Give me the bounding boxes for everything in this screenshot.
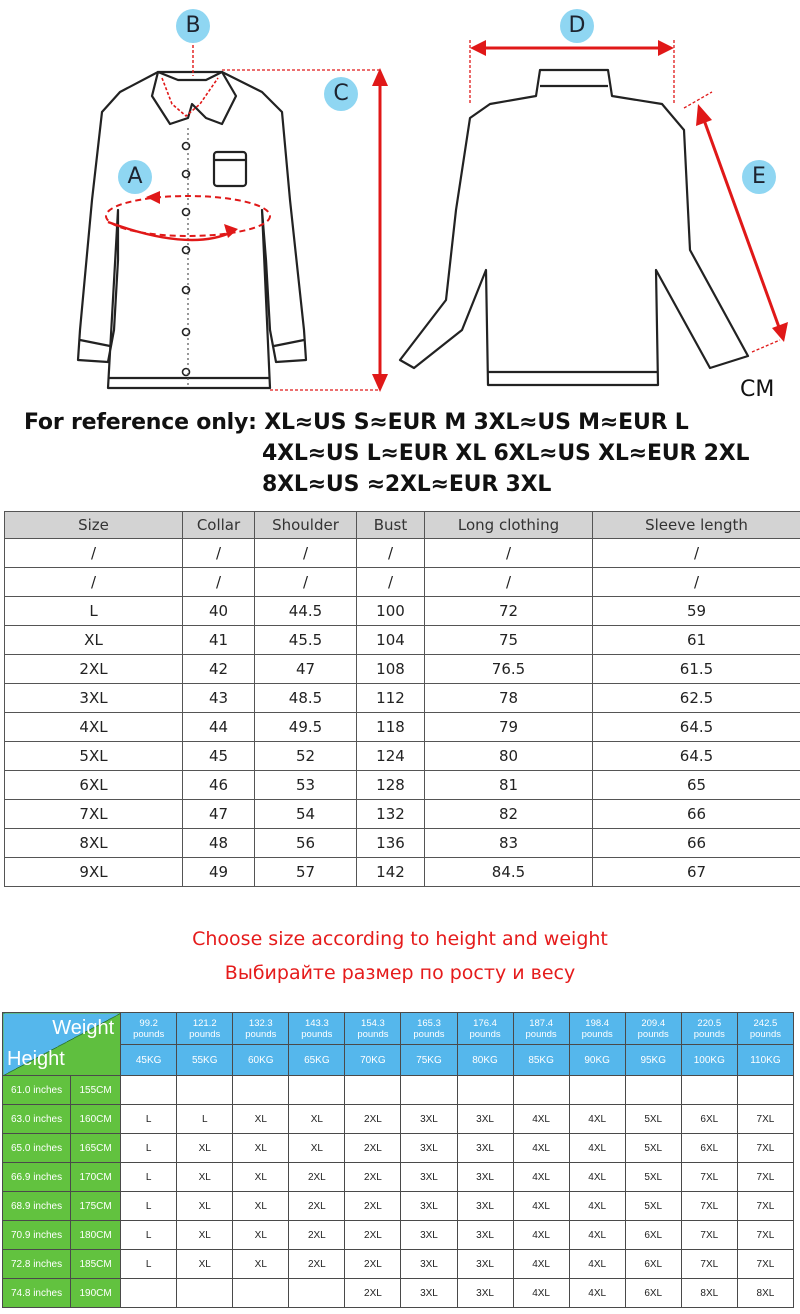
recommended-size-cell: 6XL	[625, 1250, 681, 1279]
cell-shoulder: 44.5	[255, 597, 357, 626]
cell-size: 5XL	[5, 742, 183, 771]
weight-pounds-unit: pounds	[581, 1028, 613, 1040]
recommended-size-cell	[233, 1279, 289, 1308]
recommended-size-cell	[289, 1076, 345, 1105]
weight-pounds-header	[737, 1013, 793, 1045]
weight-pounds-value: 165.3	[417, 1017, 441, 1029]
size-table-row	[5, 771, 800, 800]
recommended-size-cell: 4XL	[513, 1279, 569, 1308]
cell-sleeve-length: 64.5	[593, 713, 800, 742]
recommended-size-cell: 8XL	[737, 1279, 793, 1308]
recommended-size-cell: 6XL	[625, 1221, 681, 1250]
cell-bust: 132	[357, 800, 425, 829]
recommended-size-cell: XL	[233, 1105, 289, 1134]
recommended-size-cell: 2XL	[345, 1163, 401, 1192]
shirt-measurement-diagram	[0, 0, 800, 400]
cell-long-clothing: 82	[425, 800, 593, 829]
height-row	[3, 1250, 794, 1279]
weight-kg-header: 55KG	[177, 1045, 233, 1076]
cell-shoulder: /	[255, 539, 357, 568]
cell-bust: 124	[357, 742, 425, 771]
height-inches: 63.0 inches	[3, 1105, 71, 1134]
cell-long-clothing: 72	[425, 597, 593, 626]
recommended-size-cell: 7XL	[737, 1163, 793, 1192]
recommended-size-cell: 7XL	[681, 1221, 737, 1250]
cell-sleeve-length: 59	[593, 597, 800, 626]
weight-pounds-unit: pounds	[749, 1028, 781, 1040]
height-label: Height	[7, 1048, 65, 1070]
recommended-size-cell	[569, 1076, 625, 1105]
cell-bust: 142	[357, 858, 425, 887]
shirt-outline-illustration	[0, 0, 800, 400]
recommended-size-cell: 3XL	[457, 1163, 513, 1192]
cell-sleeve-length: 61.5	[593, 655, 800, 684]
cell-bust: 136	[357, 829, 425, 858]
cell-size: 4XL	[5, 713, 183, 742]
cell-collar: /	[183, 568, 255, 597]
cell-long-clothing: 84.5	[425, 858, 593, 887]
recommended-size-cell	[121, 1279, 177, 1308]
cell-sleeve-length: 66	[593, 829, 800, 858]
recommended-size-cell: XL	[289, 1134, 345, 1163]
recommended-size-cell: XL	[233, 1134, 289, 1163]
recommended-size-cell	[513, 1076, 569, 1105]
cell-sleeve-length: 66	[593, 800, 800, 829]
recommended-size-cell: L	[121, 1134, 177, 1163]
recommended-size-cell: 3XL	[457, 1250, 513, 1279]
recommended-size-cell: 4XL	[513, 1163, 569, 1192]
weight-pounds-header	[569, 1013, 625, 1045]
recommended-size-cell: L	[121, 1105, 177, 1134]
recommended-size-cell: XL	[233, 1221, 289, 1250]
cell-size: 3XL	[5, 684, 183, 713]
cell-sleeve-length: /	[593, 539, 800, 568]
cell-shoulder: 49.5	[255, 713, 357, 742]
cell-bust: 128	[357, 771, 425, 800]
height-inches: 72.8 inches	[3, 1250, 71, 1279]
cell-collar: 46	[183, 771, 255, 800]
weight-pounds-header	[233, 1013, 289, 1045]
size-table-row	[5, 858, 800, 887]
header-collar: Collar	[183, 512, 255, 539]
header-size: Size	[5, 512, 183, 539]
recommended-size-cell: 3XL	[457, 1134, 513, 1163]
height-inches: 61.0 inches	[3, 1076, 71, 1105]
recommended-size-cell: XL	[177, 1134, 233, 1163]
weight-pounds-header	[457, 1013, 513, 1045]
size-table-row	[5, 539, 800, 568]
cell-bust: /	[357, 539, 425, 568]
recommended-size-cell: XL	[233, 1163, 289, 1192]
cell-shoulder: /	[255, 568, 357, 597]
recommended-size-cell: 8XL	[681, 1279, 737, 1308]
height-cm: 155CM	[71, 1076, 121, 1105]
recommended-size-cell: 3XL	[457, 1192, 513, 1221]
cell-long-clothing: 81	[425, 771, 593, 800]
recommended-size-cell: 2XL	[289, 1163, 345, 1192]
recommended-size-cell: 2XL	[345, 1192, 401, 1221]
recommended-size-cell: XL	[233, 1250, 289, 1279]
height-cm: 160CM	[71, 1105, 121, 1134]
cell-bust: /	[357, 568, 425, 597]
weight-pounds-value: 154.3	[361, 1017, 385, 1029]
weight-pounds-value: 143.3	[304, 1017, 329, 1029]
recommended-size-cell	[289, 1279, 345, 1308]
recommended-size-cell	[121, 1076, 177, 1105]
recommended-size-cell: 2XL	[345, 1134, 401, 1163]
height-row	[3, 1279, 794, 1308]
recommended-size-cell: 4XL	[569, 1192, 625, 1221]
weight-pounds-unit: pounds	[301, 1028, 333, 1040]
recommended-size-cell: 7XL	[737, 1134, 793, 1163]
recommended-size-cell	[457, 1076, 513, 1105]
recommended-size-cell: 4XL	[569, 1134, 625, 1163]
weight-pounds-unit: pounds	[469, 1028, 501, 1040]
cell-collar: 48	[183, 829, 255, 858]
size-table-row	[5, 597, 800, 626]
height-inches: 65.0 inches	[3, 1134, 71, 1163]
weight-pounds-value: 99.2	[139, 1017, 158, 1029]
recommended-size-cell: 7XL	[681, 1163, 737, 1192]
reference-line-1: For reference only: XL≈US S≈EUR M 3XL≈US M≈EUR L	[24, 410, 689, 435]
cell-long-clothing: 76.5	[425, 655, 593, 684]
weight-kg-header: 65KG	[289, 1045, 345, 1076]
cell-bust: 108	[357, 655, 425, 684]
headline-english: Choose size according to height and weight	[192, 928, 608, 950]
weight-pounds-header	[345, 1013, 401, 1045]
recommended-size-cell: L	[121, 1221, 177, 1250]
cell-long-clothing: 80	[425, 742, 593, 771]
recommended-size-cell	[737, 1076, 793, 1105]
cell-size: 9XL	[5, 858, 183, 887]
weight-pounds-header	[401, 1013, 457, 1045]
cell-size: /	[5, 568, 183, 597]
height-cm: 165CM	[71, 1134, 121, 1163]
label-b-bubble: B	[176, 9, 210, 43]
cell-collar: 40	[183, 597, 255, 626]
recommended-size-cell	[177, 1076, 233, 1105]
height-row	[3, 1105, 794, 1134]
recommended-size-cell: 3XL	[401, 1279, 457, 1308]
cell-shoulder: 53	[255, 771, 357, 800]
cell-shoulder: 48.5	[255, 684, 357, 713]
recommended-size-cell: 7XL	[681, 1250, 737, 1279]
height-inches: 68.9 inches	[3, 1192, 71, 1221]
recommended-size-cell: L	[121, 1192, 177, 1221]
height-cm: 180CM	[71, 1221, 121, 1250]
weight-kg-header: 100KG	[681, 1045, 737, 1076]
cell-size: 8XL	[5, 829, 183, 858]
recommended-size-cell: 4XL	[513, 1192, 569, 1221]
cell-bust: 112	[357, 684, 425, 713]
cell-long-clothing: 79	[425, 713, 593, 742]
unit-label: CM	[740, 377, 775, 402]
cell-shoulder: 57	[255, 858, 357, 887]
cell-size: XL	[5, 626, 183, 655]
weight-pounds-value: 220.5	[697, 1017, 722, 1029]
recommended-size-cell: 5XL	[625, 1192, 681, 1221]
weight-pounds-header	[121, 1013, 177, 1045]
recommended-size-cell: 3XL	[457, 1221, 513, 1250]
height-weight-grid	[2, 1012, 794, 1308]
cell-sleeve-length: 67	[593, 858, 800, 887]
reference-line-2: 4XL≈US L≈EUR XL 6XL≈US XL≈EUR 2XL	[262, 441, 750, 466]
recommended-size-cell: 5XL	[625, 1134, 681, 1163]
size-table-row	[5, 800, 800, 829]
recommended-size-cell: L	[121, 1163, 177, 1192]
size-table-row	[5, 742, 800, 771]
recommended-size-cell: 6XL	[681, 1105, 737, 1134]
height-cm: 190CM	[71, 1279, 121, 1308]
recommended-size-cell: 2XL	[345, 1221, 401, 1250]
header-bust: Bust	[357, 512, 425, 539]
weight-kg-header: 60KG	[233, 1045, 289, 1076]
recommended-size-cell: 4XL	[513, 1105, 569, 1134]
recommended-size-cell: XL	[177, 1163, 233, 1192]
weight-pounds-unit: pounds	[357, 1028, 389, 1040]
weight-kg-header: 70KG	[345, 1045, 401, 1076]
weight-pounds-unit: pounds	[189, 1028, 221, 1040]
weight-kg-header: 85KG	[513, 1045, 569, 1076]
height-row	[3, 1163, 794, 1192]
header-long-clothing: Long clothing	[425, 512, 593, 539]
recommended-size-cell: 2XL	[289, 1221, 345, 1250]
weight-pounds-unit: pounds	[413, 1028, 445, 1040]
weight-pounds-header	[177, 1013, 233, 1045]
size-table-header	[5, 512, 800, 539]
recommended-size-cell: 4XL	[513, 1221, 569, 1250]
label-e-bubble: E	[742, 160, 776, 194]
height-inches: 74.8 inches	[3, 1279, 71, 1308]
height-row	[3, 1192, 794, 1221]
height-cm: 185CM	[71, 1250, 121, 1279]
cell-shoulder: 45.5	[255, 626, 357, 655]
cell-sleeve-length: /	[593, 568, 800, 597]
recommended-size-cell: 2XL	[345, 1105, 401, 1134]
cell-collar: /	[183, 539, 255, 568]
weight-kg-header: 75KG	[401, 1045, 457, 1076]
size-table-row	[5, 568, 800, 597]
weight-pounds-header	[289, 1013, 345, 1045]
cell-sleeve-length: 64.5	[593, 742, 800, 771]
weight-pounds-value: 132.3	[248, 1017, 273, 1029]
recommended-size-cell	[233, 1076, 289, 1105]
recommended-size-cell: 6XL	[625, 1279, 681, 1308]
weight-kg-header: 45KG	[121, 1045, 177, 1076]
recommended-size-cell: 7XL	[737, 1221, 793, 1250]
weight-kg-header: 90KG	[569, 1045, 625, 1076]
recommended-size-cell: XL	[289, 1105, 345, 1134]
recommended-size-cell: 4XL	[513, 1134, 569, 1163]
cell-size: 6XL	[5, 771, 183, 800]
weight-pounds-value: 176.4	[473, 1017, 497, 1029]
recommended-size-cell: 7XL	[737, 1105, 793, 1134]
recommended-size-cell: 6XL	[681, 1134, 737, 1163]
header-sleeve-length: Sleeve length	[593, 512, 800, 539]
recommended-size-cell: XL	[177, 1192, 233, 1221]
weight-label: Weight	[52, 1017, 115, 1039]
cell-size: 2XL	[5, 655, 183, 684]
cell-bust: 104	[357, 626, 425, 655]
cell-long-clothing: /	[425, 539, 593, 568]
label-a-bubble: A	[118, 160, 152, 194]
cell-sleeve-length: 62.5	[593, 684, 800, 713]
grid-corner	[3, 1013, 121, 1076]
cell-collar: 44	[183, 713, 255, 742]
recommended-size-cell: 5XL	[625, 1105, 681, 1134]
label-d-bubble: D	[560, 9, 594, 43]
cell-bust: 118	[357, 713, 425, 742]
size-table-row	[5, 626, 800, 655]
cell-long-clothing: /	[425, 568, 593, 597]
size-table-row	[5, 655, 800, 684]
recommended-size-cell: 4XL	[569, 1163, 625, 1192]
weight-kg-header: 110KG	[737, 1045, 793, 1076]
cell-collar: 43	[183, 684, 255, 713]
header-shoulder: Shoulder	[255, 512, 357, 539]
recommended-size-cell	[345, 1076, 401, 1105]
recommended-size-cell: 3XL	[401, 1163, 457, 1192]
cell-collar: 49	[183, 858, 255, 887]
height-row	[3, 1134, 794, 1163]
recommended-size-cell	[177, 1279, 233, 1308]
recommended-size-cell: L	[121, 1250, 177, 1279]
height-row	[3, 1221, 794, 1250]
weight-kg-header: 95KG	[625, 1045, 681, 1076]
recommended-size-cell: 4XL	[569, 1279, 625, 1308]
recommended-size-cell: 2XL	[289, 1250, 345, 1279]
cell-collar: 47	[183, 800, 255, 829]
cell-collar: 45	[183, 742, 255, 771]
recommended-size-cell: 7XL	[737, 1250, 793, 1279]
recommended-size-cell	[625, 1076, 681, 1105]
recommended-size-cell: 5XL	[625, 1163, 681, 1192]
cell-bust: 100	[357, 597, 425, 626]
front-shirt-body	[78, 72, 306, 388]
cell-shoulder: 56	[255, 829, 357, 858]
cell-sleeve-length: 61	[593, 626, 800, 655]
cell-size: /	[5, 539, 183, 568]
recommended-size-cell: 3XL	[457, 1279, 513, 1308]
weight-kg-header: 80KG	[457, 1045, 513, 1076]
weight-pounds-value: 187.4	[529, 1017, 553, 1029]
height-cm: 175CM	[71, 1192, 121, 1221]
weight-pounds-unit: pounds	[525, 1028, 557, 1040]
recommended-size-cell: 2XL	[345, 1250, 401, 1279]
recommended-size-cell: 3XL	[401, 1134, 457, 1163]
weight-pounds-unit: pounds	[133, 1028, 165, 1040]
cell-collar: 42	[183, 655, 255, 684]
cell-shoulder: 52	[255, 742, 357, 771]
recommended-size-cell: L	[177, 1105, 233, 1134]
weight-pounds-value: 209.4	[641, 1017, 666, 1029]
weight-pounds-header	[513, 1013, 569, 1045]
cell-long-clothing: 78	[425, 684, 593, 713]
recommended-size-cell: 4XL	[569, 1221, 625, 1250]
headline-russian: Выбирайте размер по росту и весу	[224, 962, 576, 984]
weight-pounds-unit: pounds	[245, 1028, 277, 1040]
weight-pounds-unit: pounds	[693, 1028, 725, 1040]
recommended-size-cell: 3XL	[401, 1221, 457, 1250]
recommended-size-cell: 4XL	[569, 1105, 625, 1134]
cell-size: 7XL	[5, 800, 183, 829]
cell-collar: 41	[183, 626, 255, 655]
size-table-row	[5, 829, 800, 858]
reference-line-3: 8XL≈US ≈2XL≈EUR 3XL	[262, 472, 552, 497]
label-c-bubble: C	[324, 77, 358, 111]
weight-pounds-unit: pounds	[637, 1028, 669, 1040]
recommended-size-cell	[401, 1076, 457, 1105]
recommended-size-cell: 3XL	[401, 1105, 457, 1134]
height-inches: 66.9 inches	[3, 1163, 71, 1192]
weight-pounds-value: 242.5	[753, 1017, 778, 1029]
back-shirt-body	[400, 70, 748, 385]
recommended-size-cell: 7XL	[681, 1192, 737, 1221]
size-measurement-table	[4, 511, 800, 887]
cell-shoulder: 54	[255, 800, 357, 829]
recommended-size-cell: 2XL	[289, 1192, 345, 1221]
recommended-size-cell: 4XL	[513, 1250, 569, 1279]
recommended-size-cell: 3XL	[457, 1105, 513, 1134]
height-inches: 70.9 inches	[3, 1221, 71, 1250]
recommended-size-cell: 3XL	[401, 1250, 457, 1279]
chest-pocket	[214, 152, 246, 186]
height-cm: 170CM	[71, 1163, 121, 1192]
recommended-size-cell: XL	[177, 1221, 233, 1250]
recommended-size-cell: 2XL	[345, 1279, 401, 1308]
height-row	[3, 1076, 794, 1105]
recommended-size-cell: 4XL	[569, 1250, 625, 1279]
weight-pounds-value: 121.2	[192, 1017, 217, 1029]
size-table-row	[5, 684, 800, 713]
recommended-size-cell: 7XL	[737, 1192, 793, 1221]
cell-size: L	[5, 597, 183, 626]
weight-pounds-header	[681, 1013, 737, 1045]
size-table-row	[5, 713, 800, 742]
weight-pounds-value: 198.4	[585, 1017, 610, 1029]
recommended-size-cell	[681, 1076, 737, 1105]
recommended-size-cell: XL	[177, 1250, 233, 1279]
cell-shoulder: 47	[255, 655, 357, 684]
weight-pounds-header	[625, 1013, 681, 1045]
recommended-size-cell: XL	[233, 1192, 289, 1221]
recommended-size-cell: 3XL	[401, 1192, 457, 1221]
cell-sleeve-length: 65	[593, 771, 800, 800]
cell-long-clothing: 75	[425, 626, 593, 655]
cell-long-clothing: 83	[425, 829, 593, 858]
